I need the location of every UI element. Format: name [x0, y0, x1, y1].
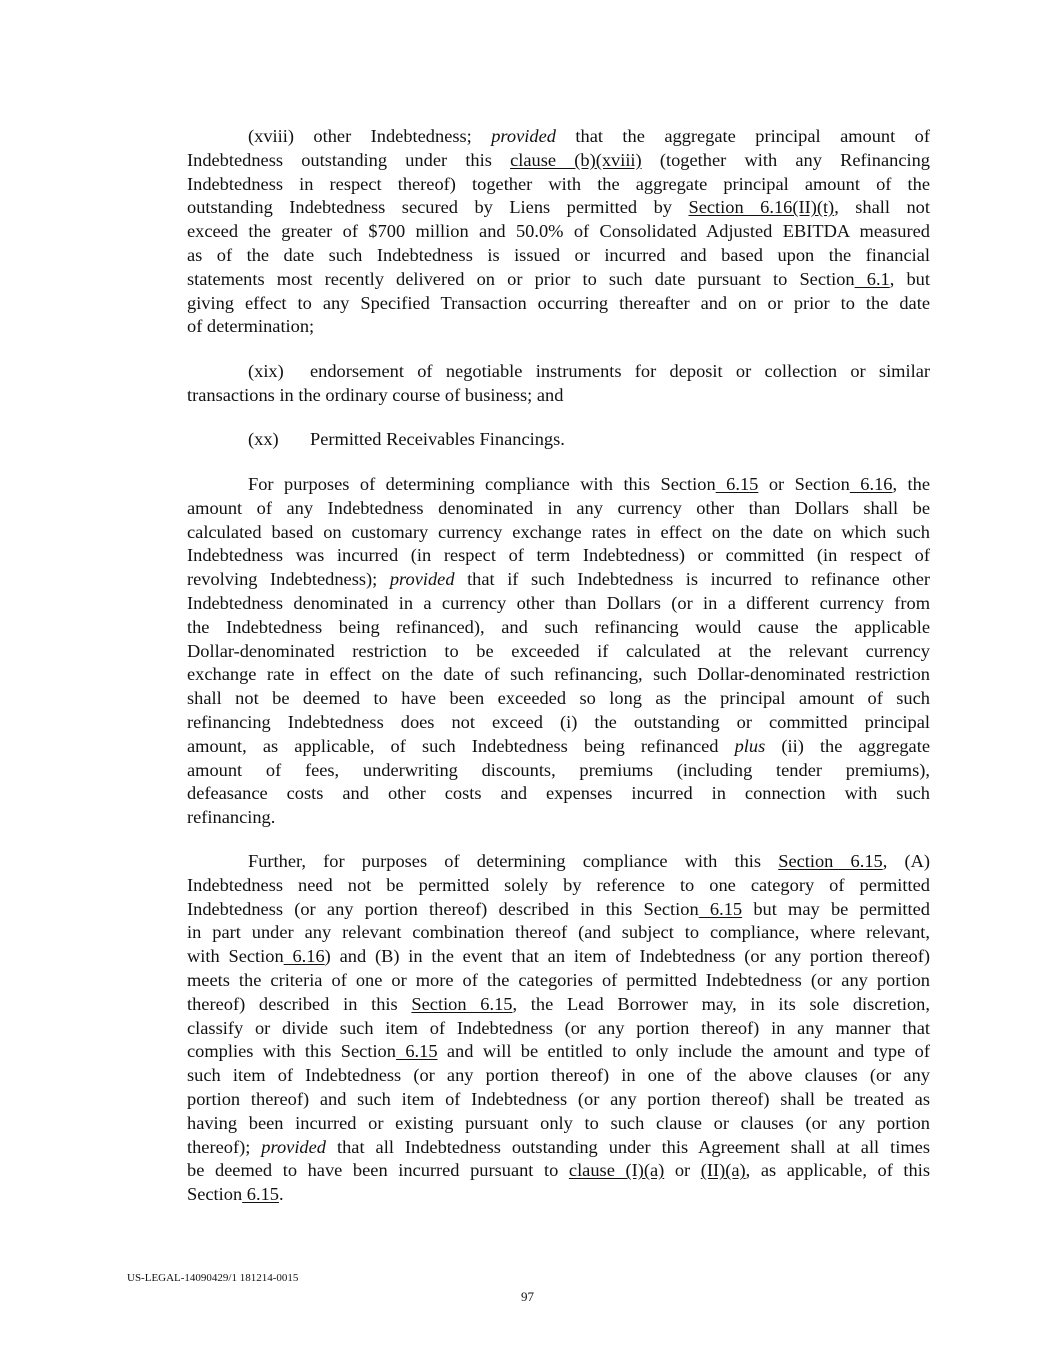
text-line [187, 220, 930, 244]
text-line [187, 921, 930, 945]
text-line [187, 874, 930, 898]
text-run: amount, as applicable, of such Indebtedness being refinanced [187, 735, 735, 756]
section-reference: Section 6.15 [411, 993, 513, 1014]
section-reference: clause (b)(xviii) [510, 149, 642, 170]
text-line [187, 1088, 930, 1112]
section-reference: clause (I)(a) [568, 1160, 665, 1181]
text-line [187, 640, 930, 664]
emphasis-text: plus [734, 735, 766, 756]
text-line [187, 945, 930, 969]
text-run: (ii) the aggregate [765, 735, 930, 756]
section-reference: 6.15 [395, 1041, 438, 1062]
text-run: or [664, 1160, 701, 1181]
text-run: that the aggregate principal amount of [555, 126, 930, 146]
clause-xix-line-2: transactions in the ordinary course of business; and [187, 384, 564, 405]
section-reference: 6.16 [283, 946, 325, 967]
text-line [187, 850, 930, 874]
section-reference: 6.15 [698, 898, 743, 919]
text-line [187, 196, 930, 220]
clause-xx-text: Permitted Receivables Financings. [310, 429, 565, 449]
text-run: having been incurred or existing pursuant only to such clause or clauses (or any portion [187, 1112, 930, 1133]
text-run: that if such Indebtedness is incurred to refinance other [454, 569, 930, 590]
clause-xix-text-1: endorsement of negotiable instruments for deposit or collection or similar [310, 361, 930, 381]
text-line [187, 268, 930, 292]
text-run: calculated based on customary currency exchange rates in effect on the date on which such [187, 521, 930, 542]
text-line [187, 1040, 930, 1064]
text-line [187, 759, 930, 783]
section-reference: 6.15 [242, 1184, 279, 1205]
text-run: and will be entitled to only include the amount and type of [437, 1041, 930, 1062]
clause-xix-paragraph [187, 360, 930, 408]
text-run: giving effect to any Specified Transaction occurring thereafter and on or prior to the date [187, 292, 930, 313]
text-run: refinancing. [187, 807, 276, 828]
text-run: exchange rate in effect on the date of such refinancing, such Dollar-denominated restriction [187, 664, 930, 685]
text-run: outstanding Indebtedness secured by Liens permitted by [187, 197, 689, 218]
clause-xix-label: (xix) [248, 361, 284, 381]
text-run: portion thereof) and such item of Indebtedness (or any portion thereof) shall be treated as [187, 1088, 930, 1109]
section-reference: 6.1 [854, 268, 890, 289]
section-reference: Section 6.15 [778, 851, 883, 871]
text-line [187, 993, 930, 1017]
text-run: Indebtedness outstanding under this [187, 149, 511, 170]
text-line [187, 149, 930, 173]
text-line [187, 1112, 930, 1136]
text-run: , the [892, 474, 931, 494]
text-run: in part under any relevant combination thereof (and subject to compliance, where relevant, [187, 922, 930, 943]
text-run: statements most recently delivered on or prior to such date pursuant to Section [187, 268, 855, 289]
text-run: that all Indebtedness outstanding under this Agreement shall at all times [326, 1136, 930, 1157]
emphasis-text: provided [491, 126, 556, 146]
text-run: , but [889, 268, 930, 289]
text-run: (xviii) other Indebtedness; [248, 126, 492, 146]
text-run: thereof) described in this [187, 993, 412, 1014]
text-run: Indebtedness denominated in a currency other than Dollars (or in a different currency from [187, 592, 930, 613]
text-run: meets the criteria of one or more of the categories of permitted Indebtedness (or any portion [187, 969, 930, 990]
section-reference: 6.15 [715, 474, 759, 494]
text-line [187, 687, 930, 711]
clause-xx-line [187, 428, 930, 452]
text-line [187, 711, 930, 735]
text-run: or Section [758, 474, 850, 494]
clause-xx-label: (xx) [248, 429, 279, 449]
clause-xviii-paragraph [187, 125, 930, 339]
text-run: , as applicable, of this [745, 1160, 930, 1181]
text-run: amount of any Indebtedness denominated in any currency other than Dollars shall be [187, 497, 930, 518]
text-line [187, 592, 930, 616]
text-line [187, 1064, 930, 1088]
text-run: classify or divide such item of Indebtedness (or any portion thereof) in any manner that [187, 1017, 930, 1038]
text-run: Indebtedness was incurred (in respect of term Indebtedness) or committed (in respect of [187, 545, 930, 566]
text-line [187, 806, 930, 830]
text-run: be deemed to have been incurred pursuant to [187, 1160, 569, 1181]
text-run: Indebtedness (or any portion thereof) described in this Section [187, 898, 699, 919]
emphasis-text: provided [389, 569, 455, 590]
text-run: , the Lead Borrower may, in its sole discretion, [512, 993, 930, 1014]
text-run: defeasance costs and other costs and expenses incurred in connection with such [187, 783, 930, 804]
text-run: refinancing Indebtedness does not exceed (i) the outstanding or committed principal [187, 711, 930, 732]
text-run: For purposes of determining compliance with this Section [248, 474, 716, 494]
text-run: the Indebtedness being refinanced), and such refinancing would cause the applicable [187, 616, 930, 637]
text-run: thereof); [187, 1136, 262, 1157]
text-line [187, 473, 930, 497]
clause-xix-line-1 [187, 360, 930, 384]
text-run: complies with this Section [187, 1041, 396, 1062]
emphasis-text: provided [261, 1136, 326, 1157]
text-run: Further, for purposes of determining compliance with this [248, 851, 779, 871]
text-run: with Section [187, 946, 284, 967]
section-reference: (II)(a) [700, 1160, 746, 1181]
text-run: ) and (B) in the event that an item of Indebtedness (or any portion thereof) [324, 946, 931, 967]
text-run: (together with any Refinancing [641, 149, 930, 170]
text-line [187, 125, 930, 149]
text-line [187, 663, 930, 687]
text-run: . [278, 1184, 284, 1205]
page-number: 97 [521, 1289, 534, 1304]
text-line [187, 244, 930, 268]
section-reference: 6.16 [849, 474, 893, 494]
text-run: but may be permitted [742, 898, 931, 919]
text-line [187, 315, 930, 339]
text-line [187, 616, 930, 640]
text-run: such item of Indebtedness (or any portion thereof) in one of the above clauses (or any [187, 1065, 930, 1086]
text-line [187, 568, 930, 592]
text-line [187, 497, 930, 521]
text-run: as of the date such Indebtedness is issued or incurred and based upon the financial [187, 244, 930, 265]
text-line [187, 1136, 930, 1160]
text-run: Dollar-denominated restriction to be exceeded if calculated at the relevant currency [187, 640, 930, 661]
text-run: amount of fees, underwriting discounts, premiums (including tender premiums), [187, 759, 930, 780]
text-line [187, 521, 930, 545]
text-line [187, 292, 930, 316]
text-line [187, 1159, 930, 1183]
text-run: of determination; [187, 316, 315, 337]
further-paragraph [187, 850, 930, 1207]
text-line [187, 898, 930, 922]
clause-xx-paragraph [187, 428, 930, 452]
document-id: US-LEGAL-14090429/1 181214-0015 [127, 1272, 299, 1284]
text-run: exceed the greater of $700 million and 50.0% of Consolidated Adjusted EBITDA measured [187, 221, 930, 242]
text-run: Indebtedness in respect thereof) together with the aggregate principal amount of the [187, 173, 930, 194]
text-run: , (A) [882, 851, 930, 871]
currency-paragraph [187, 473, 930, 830]
text-line [187, 544, 930, 568]
text-run: revolving Indebtedness); [187, 569, 390, 590]
text-run: , shall not [834, 197, 930, 218]
text-line [187, 735, 930, 759]
text-run: Section [187, 1184, 243, 1205]
text-line [187, 1183, 930, 1207]
text-run: Indebtedness need not be permitted solely by reference to one category of permitted [187, 874, 930, 895]
text-line [187, 782, 930, 806]
text-line [187, 173, 930, 197]
section-reference: Section 6.16(II)(t) [688, 197, 835, 218]
text-line [187, 1017, 930, 1041]
text-line [187, 969, 930, 993]
text-run: shall not be deemed to have been exceeded so long as the principal amount of such [187, 688, 930, 709]
